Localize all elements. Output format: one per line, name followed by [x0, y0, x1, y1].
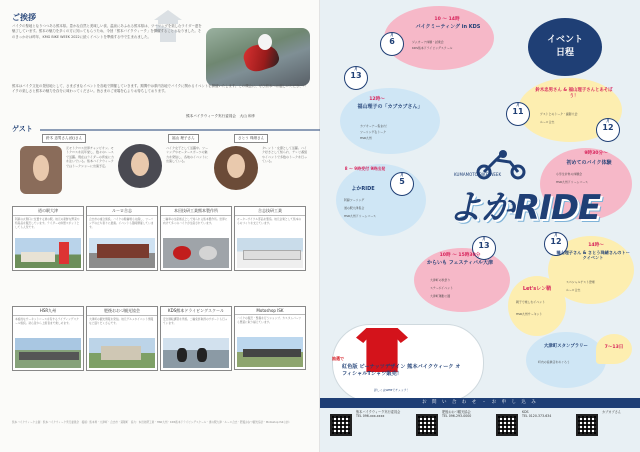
- contact-entry: 肥後おおづ観光協会 TEL 096-293-0000: [442, 410, 472, 419]
- event-title: 大津町スタンプラリー: [544, 344, 588, 349]
- spot-text: 安全運転講習を実施。二輪免許取得のサポートも行っています。: [163, 317, 228, 325]
- qr-code-icon[interactable]: [330, 414, 352, 436]
- event-schedule-badge: [528, 18, 602, 76]
- spot-text: 合志市の複合施設。バイクの駐輪場も完備し、ツーリングの立ち寄りに最適。イベントも随時開催しています。: [89, 217, 154, 229]
- spot-photo: [237, 238, 303, 268]
- event-desc: 大津町運動公園: [430, 294, 451, 298]
- guest-name: さとう 珠緒さん: [234, 134, 268, 143]
- greeting-text: バイクの聖地となりつつある熊本県。豊かな自然と美味しい食、温泉にあふれる熊本県は、ツーリングを楽しむライダー達を魅了しています。熊本の魅力を多くの方に知ってもらうため、今回「熊本バイクウィーク」を開催することとなりました。そのきっかけは昨年、KMG BIKE WEEK 2022に続くイベントを準備する中で生まれました。: [12, 24, 202, 39]
- event-title: 初めてのバイク体験: [566, 160, 612, 166]
- event-date-badge: 月 5: [390, 172, 414, 196]
- event-desc: スペシャルゲスト登場: [566, 280, 595, 284]
- event-desc: HSR九州: [360, 136, 372, 140]
- spot-card: [160, 306, 232, 371]
- spot-text: 二輪車の生産拠点として知られる熊本製作所。世界に向けて多くのバイクが生産されています。: [163, 217, 228, 225]
- guest-name: 鈴木 忠男さん(仮)さん: [42, 134, 86, 143]
- spot-name: 合志技研工業: [235, 207, 305, 216]
- spot-card: [12, 306, 84, 371]
- spot-card: [234, 206, 306, 271]
- right-page: [320, 0, 640, 452]
- event-blob: [508, 276, 566, 336]
- spot-card: [12, 206, 84, 271]
- event-desc: 親子で楽しむイベント: [516, 300, 545, 304]
- spot-photo: [163, 238, 229, 268]
- event-desc: HSR九州ドリームコース: [344, 214, 376, 218]
- event-title: Let'sレン鞘: [522, 286, 552, 292]
- guest-photo: [118, 144, 162, 188]
- guest-photo: [214, 146, 258, 190]
- event-desc: ルーロ合志: [566, 288, 581, 292]
- guest-card: [118, 134, 212, 200]
- event-time: 8 〜 9時受付 9時出発: [344, 166, 386, 171]
- spot-card: [86, 206, 158, 271]
- spot-photo: [15, 338, 81, 368]
- event-desc: 大津町の秋祭り: [430, 278, 451, 282]
- event-desc: 道の駅大津集合: [344, 206, 365, 210]
- spot-name: HSR九州: [13, 307, 83, 316]
- racing-photo: [206, 28, 310, 86]
- yokaride-logo: よかRIDE: [448, 188, 601, 228]
- event-desc: ツーリング＆トーク: [360, 130, 386, 134]
- guest-bio: バイク女子として活躍中。ツーリングやモータースポーツの魅力を発信し、各地のイベントに出演している。: [166, 146, 209, 164]
- event-desc: HSR九州サーキット: [516, 312, 543, 316]
- guest-bio: 元モトクロス世界チャンピオン。モトクロスを長年愛し、数々のレースで活躍。現在はライダーの育成に力を注いでいる。熊本バイクウィークではトークショーに出演予定。: [66, 146, 114, 168]
- event-desc: ルーロ合志: [540, 120, 555, 124]
- event-desc: ゲストとのトーク・撮影大会: [540, 112, 578, 116]
- event-time: 7〜13日: [604, 345, 624, 350]
- event-time: 10時 〜 15時30分: [439, 253, 481, 258]
- qr-code-icon[interactable]: [576, 414, 598, 436]
- event-desc: 町内の協賛店をめぐろう: [538, 360, 570, 364]
- event-time: 9時30分〜: [584, 151, 608, 156]
- event-title: 福山理子の「カブカブさん」: [357, 104, 423, 110]
- event-desc: 小学生対象の体験会: [556, 172, 583, 176]
- spot-text: 本格的なサーキットコースを有するライディングスクール施設。初心者から上級者まで楽しめます。: [15, 317, 79, 325]
- greeting-title: ご挨拶: [12, 13, 36, 22]
- guest-photo: [20, 146, 62, 194]
- event-desc: ジムカーナ体験・試乗会: [412, 40, 444, 44]
- event-title: 鈴木忠男さん & 福山理子さんとあそぼう！: [535, 88, 613, 99]
- guest-heading: ゲスト: [12, 125, 33, 133]
- spot-text: 大津町の観光情報を発信。地元グルメやイベント情報など盛りだくさんです。: [89, 317, 154, 325]
- spot-name: Motoshop ISK: [235, 307, 305, 315]
- badge-line-2: 日程: [555, 48, 574, 58]
- event-desc: HSR九州ドリームコース: [556, 180, 588, 184]
- signature: 熊本バイクウィーク実行委員会 大山 和孝: [186, 114, 256, 118]
- event-desc: 阿蘇ツーリング: [344, 198, 365, 202]
- event-date-badge: 月 13: [472, 236, 496, 260]
- divider: [0, 126, 320, 134]
- footnote: 熊本バイクウィーク主催：熊本バイクウィーク実行委員会 後援：熊本県・大津町・合志市・菊陽町 協力：本田技研工業・HSR九州・KDS熊本ドライビングスクール・道の駅大津・ルーロ合志・肥後おおづ観光協会・Motoshop ISK ほか: [12, 421, 290, 424]
- greeting-text-2: 熊本はバイク文化の発信地として、さまざまなイベントを各地で開催していきます。期間中は県内各地でバイクに関わるイベントを開催いたします。この機会に、ぜひ熊本へお越しいただき、バイクの楽しさと熊本の魅力を存分に味わってください。皆さまのご来場を心よりお待ちしております。: [12, 84, 307, 94]
- qr-code-icon[interactable]: [416, 414, 438, 436]
- guest-card: [214, 134, 310, 200]
- event-date-badge: 月 12: [544, 232, 568, 256]
- spot-photo: [89, 338, 155, 368]
- contact-entry: カブカブさん: [602, 410, 622, 414]
- badge-line-1: イベント: [546, 35, 583, 45]
- tshirt-text: 紅色版 ピーナッツデザイン 熊本バイクウィーク オフィシャルTシャツ販売！: [342, 364, 461, 377]
- event-desc: ステージイベント: [430, 286, 453, 290]
- guest-bio: タレント・女優として活躍。バイク好きとして知られ、テレビ番組やイベントで多数のトークを行っている。: [262, 146, 308, 164]
- event-time: 14時〜: [588, 243, 604, 248]
- event-date-badge: 月 12: [596, 118, 620, 142]
- spot-name: KDS熊本ドライビングスクール: [161, 307, 231, 316]
- spot-name: 本田技研工業熊本製作所: [161, 207, 231, 216]
- spot-text: バイクの販売・整備を行うショップ。カスタムパーツも豊富に取り揃えています。: [237, 316, 302, 324]
- spot-photo: [163, 338, 229, 368]
- event-title: 福山理子さん & さとう珠緒さんのトークイベント: [556, 250, 630, 261]
- event-time: 10 〜 14時: [434, 17, 460, 22]
- tshirt-cta[interactable]: 詳しくはWEBでチェック！: [374, 388, 410, 392]
- spot-card: [234, 306, 306, 370]
- event-date-badge: 月 13: [344, 66, 368, 90]
- spot-card: [86, 306, 158, 371]
- qr-code-icon[interactable]: [496, 414, 518, 436]
- spot-photo: [15, 238, 81, 268]
- contact-bar: お 問 い 合 わ せ ・ お 申 し 込 み: [320, 398, 640, 408]
- spot-photo: [237, 337, 303, 367]
- event-desc: カブオーナー集まれ！: [360, 124, 389, 128]
- spot-name: ルーロ合志: [87, 207, 157, 216]
- contact-entry: KDS TEL 0120-373-634: [522, 410, 552, 419]
- event-title: バイクミーティング in KDS: [415, 24, 481, 30]
- event-date-badge: 月 6: [380, 32, 404, 56]
- event-desc: KDS熊本ドライビングスクール: [412, 46, 453, 50]
- spot-name: 肥後おおづ観光協会: [87, 307, 157, 316]
- logo-subtitle: KUMAMOTO BIKE WEEK: [454, 172, 502, 177]
- guest-card: [12, 134, 116, 200]
- tshirt-tag: 抽選で: [332, 356, 344, 361]
- guest-name: 福山 理子さん: [168, 134, 199, 143]
- event-title: からいも フェスティバル大津: [427, 260, 493, 266]
- spot-text: モーターサイクル部品を製造。地元企業として熊本のものづくりを支えています。: [237, 217, 302, 225]
- event-date-badge: 月 11: [506, 102, 530, 126]
- spot-photo: [89, 238, 155, 268]
- spot-card: [160, 206, 232, 271]
- contact-entry: 熊本バイクウィーク実行委員会 TEL 096-xxx-xxxx: [356, 410, 401, 419]
- spot-text: 阿蘇の玄関口に位置する道の駅。地元の新鮮な野菜や特産品を販売しています。ライダーの休憩スポットとしても人気です。: [15, 217, 80, 229]
- event-time: 12時〜: [369, 97, 385, 102]
- spot-name: 道の駅大津: [13, 207, 83, 216]
- event-title: よかRIDE: [351, 186, 375, 192]
